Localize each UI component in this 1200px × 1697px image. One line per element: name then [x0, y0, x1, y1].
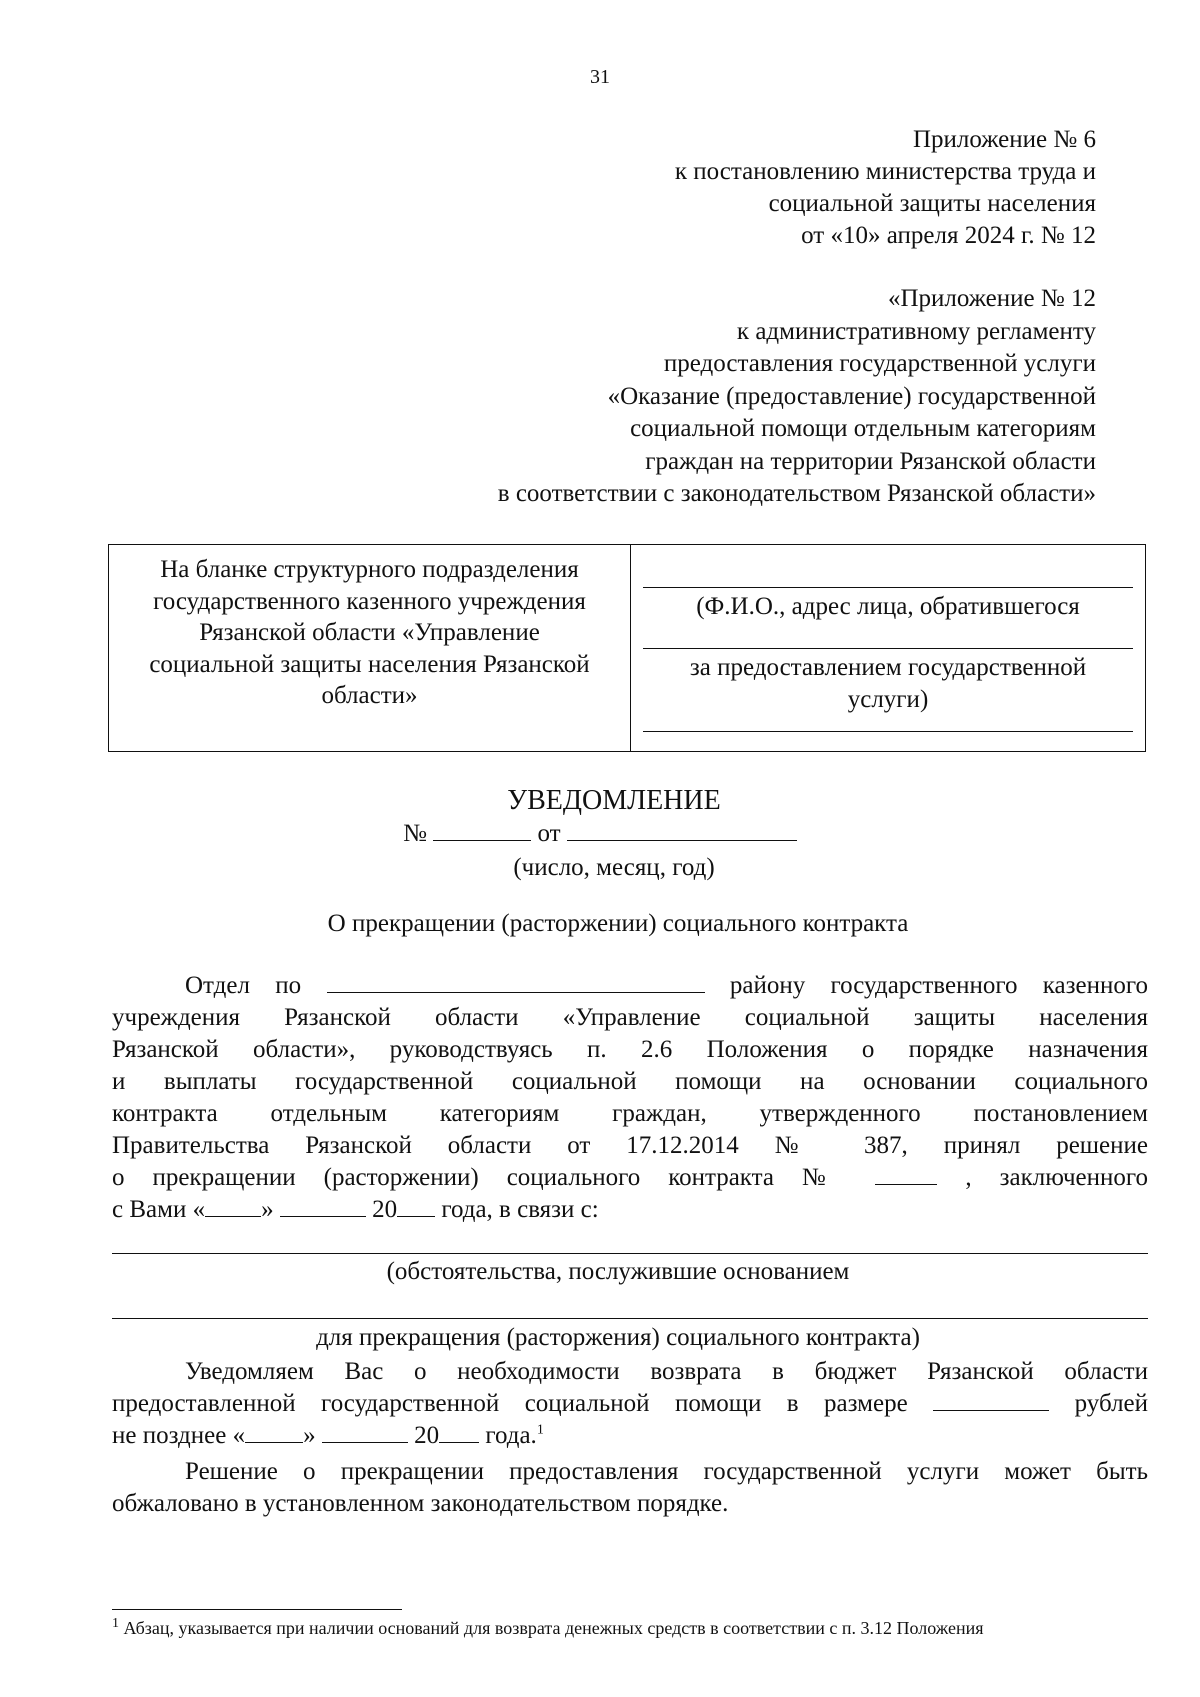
body-text: предоставленной государственной социальной помощи в размере — [112, 1390, 908, 1417]
body-text: 20 — [414, 1422, 440, 1449]
regulation-line: предоставления государственной услуги — [663, 350, 1096, 377]
regulation-line: граждан на территории Рязанской области — [645, 447, 1096, 475]
approval-block — [336, 124, 1096, 252]
circumstances-fill-line[interactable] — [112, 1253, 1148, 1254]
recipient-label-line: за предоставлением государственной — [689, 654, 1087, 681]
regulation-block — [236, 283, 1096, 511]
body-text: года. — [485, 1422, 537, 1449]
body-line: Решение о прекращении предоставления государственной услуги может быть — [185, 1458, 1148, 1485]
letterhead-line: государственного казенного учреждения — [153, 587, 586, 615]
notice-date-field[interactable] — [567, 820, 797, 841]
body-line: контракта отдельным категориям граждан, утвержденного постановлением — [112, 1100, 1148, 1127]
body-line — [112, 1420, 544, 1452]
circumstances-label: (обстоятельства, послужившие основанием — [386, 1258, 850, 1285]
letterhead-cell — [109, 545, 631, 751]
footnote-text: Абзац, указывается при наличии оснований для возврата денежных средств в соответствии с п. 3.12 Положения — [123, 1618, 984, 1638]
approval-line: к постановлению министерства труда и — [674, 158, 1096, 185]
body-line: Уведомляем Вас о необходимости возврата в бюджет Рязанской области — [185, 1358, 1148, 1385]
body-text: не позднее « — [112, 1422, 246, 1449]
notice-subject: О прекращении (расторжении) социального контракта — [327, 910, 909, 937]
contract-year-field[interactable] — [397, 1196, 435, 1217]
body-line: Правительства Рязанской области от 17.12.2014 № 387, принял решение — [112, 1132, 1148, 1159]
body-line — [112, 970, 1148, 1002]
body-line: обжаловано в установленном законодательством порядке. — [112, 1490, 729, 1517]
regulation-line: к административному регламенту — [736, 317, 1096, 345]
circumstances-label: для прекращения (расторжения) социального контракта) — [316, 1324, 920, 1351]
refund-month-field[interactable] — [322, 1422, 408, 1443]
body-text: Отдел по — [185, 972, 302, 999]
refund-amount-field[interactable] — [933, 1390, 1049, 1411]
recipient-label-service — [631, 652, 1145, 716]
regulation-line: социальной помощи отдельным категориям — [630, 415, 1096, 442]
recipient-fill-line[interactable] — [643, 731, 1133, 732]
body-text: » — [261, 1196, 274, 1223]
footnote-mark: 1 — [112, 1616, 119, 1631]
body-text: 20 — [372, 1196, 398, 1223]
letterhead-line: На бланке структурного подразделения — [160, 556, 579, 583]
from-word: от — [537, 820, 561, 847]
header-table — [108, 544, 1146, 752]
body-text: » — [303, 1422, 316, 1449]
footnote-reference[interactable]: 1 — [536, 1422, 544, 1438]
body-line — [112, 1388, 1148, 1420]
notice-number-field[interactable] — [433, 820, 531, 841]
recipient-label-line: услуги) — [847, 686, 929, 713]
regulation-line: «Оказание (предоставление) государственной — [607, 382, 1096, 410]
body-line: Рязанской области», руководствуясь п. 2.6 Положения о порядке назначения — [112, 1036, 1148, 1063]
footnote-separator — [112, 1609, 402, 1610]
recipient-cell — [631, 545, 1145, 751]
regulation-line: в соответствии с законодательством Рязанской области» — [497, 480, 1096, 507]
notice-number-line — [0, 818, 1200, 850]
body-text: району государственного казенного — [729, 972, 1149, 999]
body-line — [112, 1162, 1148, 1194]
footnote — [112, 1616, 983, 1640]
approval-line: социальной защиты населения — [768, 190, 1096, 217]
body-line — [112, 1194, 599, 1226]
regulation-line: «Приложение № 12 — [887, 285, 1096, 312]
circumstances-fill-line[interactable] — [112, 1318, 1148, 1319]
approval-line: Приложение № 6 — [912, 126, 1096, 153]
body-text: рублей — [1074, 1390, 1149, 1417]
letterhead-line: области» — [321, 682, 418, 709]
district-field[interactable] — [327, 972, 705, 993]
body-line: и выплаты государственной социальной помощи на основании социального — [112, 1068, 1148, 1095]
recipient-fill-line[interactable] — [643, 648, 1133, 649]
contract-month-field[interactable] — [280, 1196, 366, 1217]
page-number: 31 — [590, 66, 610, 88]
approval-line: от «10» апреля 2024 г. № 12 — [801, 222, 1096, 249]
contract-day-field[interactable] — [205, 1196, 261, 1217]
refund-day-field[interactable] — [245, 1422, 303, 1443]
recipient-label-name: (Ф.И.О., адрес лица, обратившегося — [696, 593, 1080, 620]
refund-year-field[interactable] — [439, 1422, 479, 1443]
letterhead-line: Рязанской области «Управление — [199, 619, 540, 646]
body-text: с Вами « — [112, 1196, 206, 1223]
date-hint: (число, месяц, год) — [513, 854, 715, 881]
recipient-fill-line[interactable] — [643, 587, 1133, 588]
number-sign: № — [403, 820, 427, 847]
letterhead-line: социальной защиты населения Рязанской — [149, 650, 590, 678]
body-text: , заключенного — [965, 1164, 1149, 1191]
contract-number-field[interactable] — [875, 1164, 937, 1185]
notice-title: УВЕДОМЛЕНИЕ — [507, 785, 721, 816]
body-text: года, в связи с: — [441, 1196, 599, 1223]
body-text: о прекращении (расторжении) социального контракта № — [112, 1164, 848, 1191]
body-line: учреждения Рязанской области «Управление социальной защиты населения — [112, 1004, 1148, 1031]
